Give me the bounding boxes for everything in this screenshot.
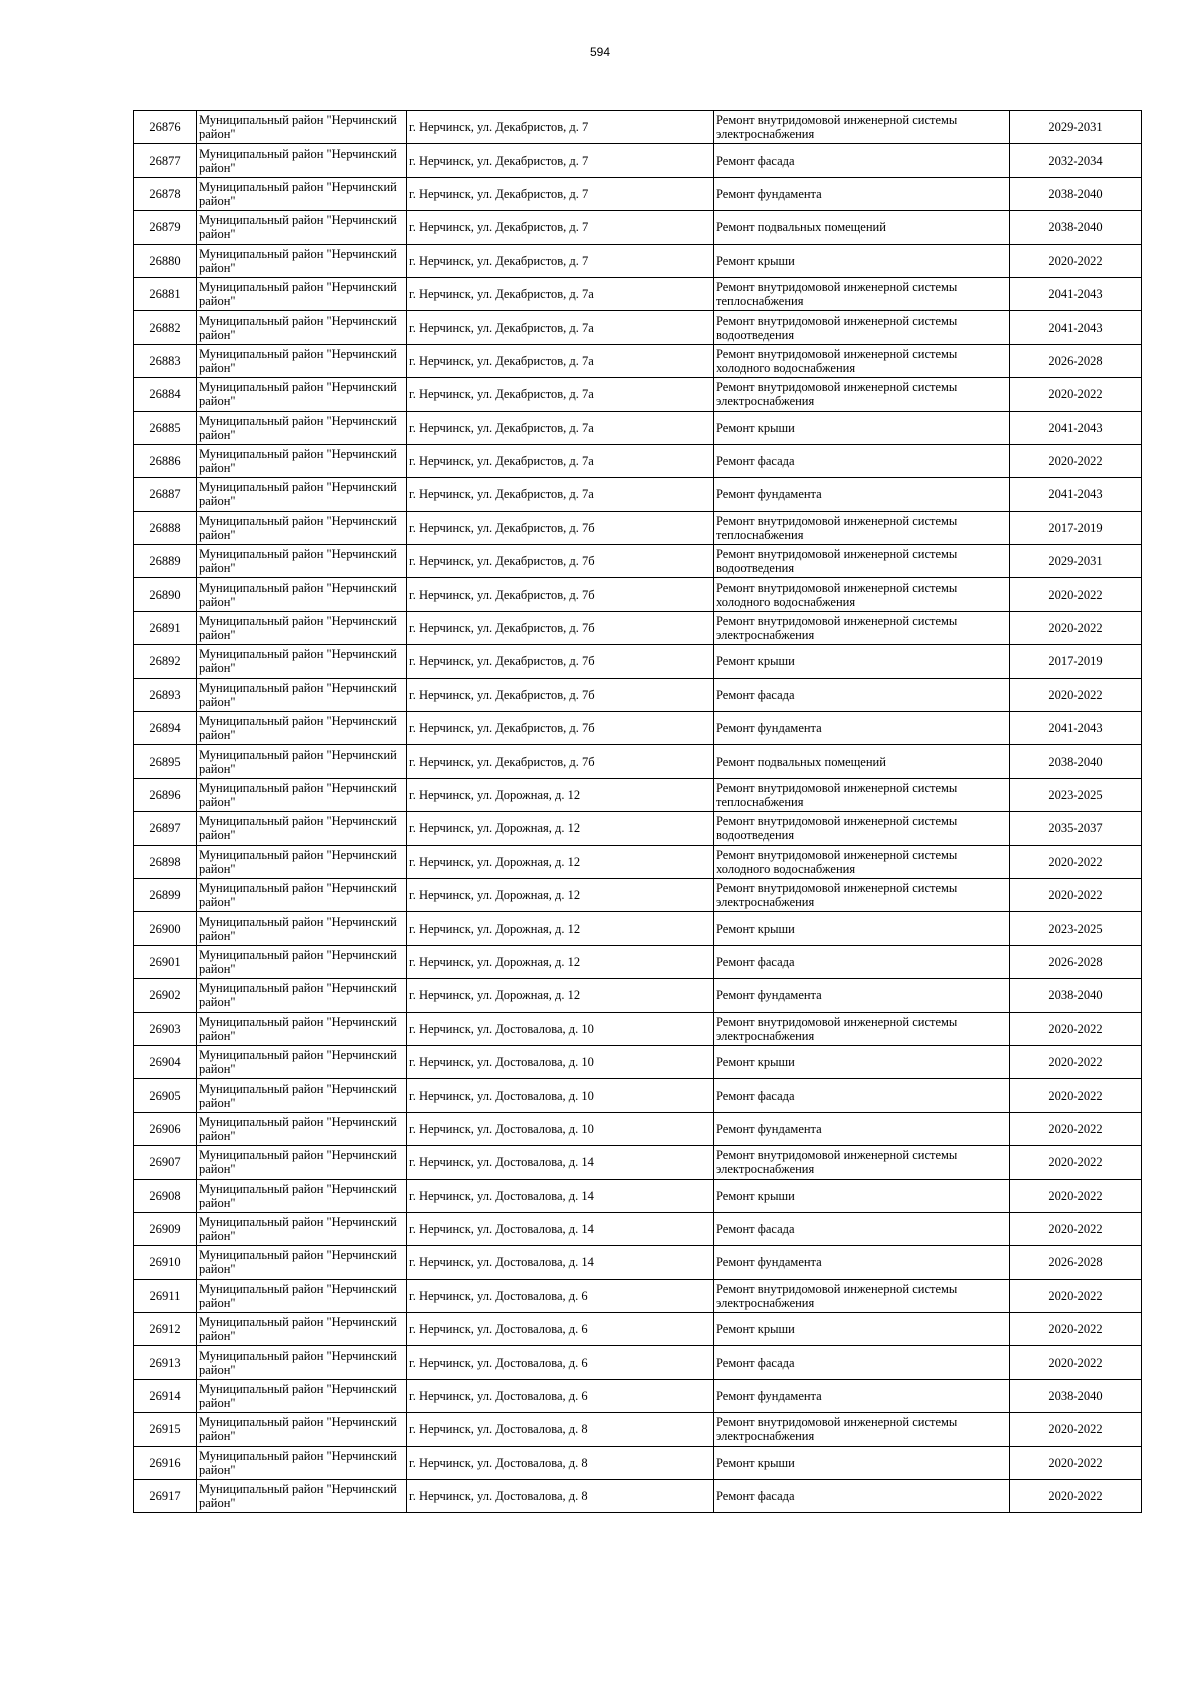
municipality-cell: Муниципальный район "Нерчинский район" xyxy=(197,945,407,978)
municipality-cell: Муниципальный район "Нерчинский район" xyxy=(197,1179,407,1212)
municipality-cell: Муниципальный район "Нерчинский район" xyxy=(197,878,407,911)
address-cell: г. Нерчинск, ул. Декабристов, д. 7а xyxy=(407,311,714,344)
period-cell: 2026-2028 xyxy=(1010,344,1142,377)
table-row xyxy=(134,244,1142,277)
address-cell: г. Нерчинск, ул. Декабристов, д. 7б xyxy=(407,678,714,711)
period-cell: 2020-2022 xyxy=(1010,1045,1142,1078)
address-cell: г. Нерчинск, ул. Декабристов, д. 7а xyxy=(407,444,714,477)
page-number: 594 xyxy=(589,45,611,59)
row-number-cell: 26914 xyxy=(134,1379,197,1412)
period-cell: 2020-2022 xyxy=(1010,878,1142,911)
work-type-cell: Ремонт подвальных помещений xyxy=(714,211,1010,244)
period-cell: 2038-2040 xyxy=(1010,211,1142,244)
period-cell: 2026-2028 xyxy=(1010,945,1142,978)
table-row xyxy=(134,1413,1142,1446)
row-number-cell: 26878 xyxy=(134,177,197,210)
row-number-cell: 26912 xyxy=(134,1313,197,1346)
row-number-cell: 26902 xyxy=(134,979,197,1012)
table-row xyxy=(134,778,1142,811)
municipality-cell: Муниципальный район "Нерчинский район" xyxy=(197,1346,407,1379)
row-number-cell: 26892 xyxy=(134,645,197,678)
table-row xyxy=(134,378,1142,411)
repair-schedule-table xyxy=(133,110,1142,1513)
row-number-cell: 26903 xyxy=(134,1012,197,1045)
row-number-cell: 26896 xyxy=(134,778,197,811)
table-row xyxy=(134,611,1142,644)
address-cell: г. Нерчинск, ул. Достовалова, д. 6 xyxy=(407,1313,714,1346)
address-cell: г. Нерчинск, ул. Достовалова, д. 8 xyxy=(407,1446,714,1479)
table-row xyxy=(134,979,1142,1012)
municipality-cell: Муниципальный район "Нерчинский район" xyxy=(197,745,407,778)
row-number-cell: 26883 xyxy=(134,344,197,377)
municipality-cell: Муниципальный район "Нерчинский район" xyxy=(197,578,407,611)
row-number-cell: 26890 xyxy=(134,578,197,611)
address-cell: г. Нерчинск, ул. Дорожная, д. 12 xyxy=(407,979,714,1012)
municipality-cell: Муниципальный район "Нерчинский район" xyxy=(197,1413,407,1446)
table-row xyxy=(134,1379,1142,1412)
table-row xyxy=(134,578,1142,611)
work-type-cell: Ремонт внутридомовой инженерной системы электроснабжения xyxy=(714,1413,1010,1446)
table-body xyxy=(134,111,1142,1513)
table-row xyxy=(134,1279,1142,1312)
municipality-cell: Муниципальный район "Нерчинский район" xyxy=(197,778,407,811)
work-type-cell: Ремонт внутридомовой инженерной системы водоотведения xyxy=(714,311,1010,344)
period-cell: 2038-2040 xyxy=(1010,745,1142,778)
work-type-cell: Ремонт внутридомовой инженерной системы электроснабжения xyxy=(714,111,1010,144)
municipality-cell: Муниципальный район "Нерчинский район" xyxy=(197,1446,407,1479)
address-cell: г. Нерчинск, ул. Достовалова, д. 14 xyxy=(407,1179,714,1212)
municipality-cell: Муниципальный район "Нерчинский район" xyxy=(197,177,407,210)
row-number-cell: 26885 xyxy=(134,411,197,444)
table-row xyxy=(134,277,1142,310)
work-type-cell: Ремонт фасада xyxy=(714,444,1010,477)
work-type-cell: Ремонт крыши xyxy=(714,1313,1010,1346)
municipality-cell: Муниципальный район "Нерчинский район" xyxy=(197,411,407,444)
municipality-cell: Муниципальный район "Нерчинский район" xyxy=(197,444,407,477)
row-number-cell: 26897 xyxy=(134,812,197,845)
table-row xyxy=(134,1313,1142,1346)
municipality-cell: Муниципальный район "Нерчинский район" xyxy=(197,545,407,578)
municipality-cell: Муниципальный район "Нерчинский район" xyxy=(197,678,407,711)
row-number-cell: 26879 xyxy=(134,211,197,244)
address-cell: г. Нерчинск, ул. Дорожная, д. 12 xyxy=(407,912,714,945)
row-number-cell: 26917 xyxy=(134,1480,197,1513)
row-number-cell: 26916 xyxy=(134,1446,197,1479)
work-type-cell: Ремонт внутридомовой инженерной системы теплоснабжения xyxy=(714,277,1010,310)
period-cell: 2041-2043 xyxy=(1010,311,1142,344)
address-cell: г. Нерчинск, ул. Достовалова, д. 10 xyxy=(407,1012,714,1045)
row-number-cell: 26888 xyxy=(134,511,197,544)
period-cell: 2020-2022 xyxy=(1010,1279,1142,1312)
table-row xyxy=(134,144,1142,177)
table-row xyxy=(134,845,1142,878)
municipality-cell: Муниципальный район "Нерчинский район" xyxy=(197,344,407,377)
table-row xyxy=(134,1446,1142,1479)
table-row xyxy=(134,745,1142,778)
row-number-cell: 26911 xyxy=(134,1279,197,1312)
work-type-cell: Ремонт крыши xyxy=(714,645,1010,678)
period-cell: 2020-2022 xyxy=(1010,1480,1142,1513)
municipality-cell: Муниципальный район "Нерчинский район" xyxy=(197,979,407,1012)
row-number-cell: 26880 xyxy=(134,244,197,277)
address-cell: г. Нерчинск, ул. Достовалова, д. 10 xyxy=(407,1079,714,1112)
work-type-cell: Ремонт внутридомовой инженерной системы теплоснабжения xyxy=(714,511,1010,544)
address-cell: г. Нерчинск, ул. Декабристов, д. 7б xyxy=(407,578,714,611)
table-row xyxy=(134,712,1142,745)
address-cell: г. Нерчинск, ул. Дорожная, д. 12 xyxy=(407,812,714,845)
work-type-cell: Ремонт внутридомовой инженерной системы электроснабжения xyxy=(714,878,1010,911)
work-type-cell: Ремонт крыши xyxy=(714,1446,1010,1479)
table-row xyxy=(134,111,1142,144)
row-number-cell: 26905 xyxy=(134,1079,197,1112)
work-type-cell: Ремонт внутридомовой инженерной системы теплоснабжения xyxy=(714,778,1010,811)
row-number-cell: 26877 xyxy=(134,144,197,177)
municipality-cell: Муниципальный район "Нерчинский район" xyxy=(197,611,407,644)
municipality-cell: Муниципальный район "Нерчинский район" xyxy=(197,812,407,845)
period-cell: 2041-2043 xyxy=(1010,411,1142,444)
work-type-cell: Ремонт крыши xyxy=(714,912,1010,945)
table-row xyxy=(134,1146,1142,1179)
address-cell: г. Нерчинск, ул. Декабристов, д. 7а xyxy=(407,344,714,377)
municipality-cell: Муниципальный район "Нерчинский район" xyxy=(197,1045,407,1078)
work-type-cell: Ремонт подвальных помещений xyxy=(714,745,1010,778)
municipality-cell: Муниципальный район "Нерчинский район" xyxy=(197,144,407,177)
table-row xyxy=(134,1012,1142,1045)
row-number-cell: 26908 xyxy=(134,1179,197,1212)
municipality-cell: Муниципальный район "Нерчинский район" xyxy=(197,1279,407,1312)
period-cell: 2041-2043 xyxy=(1010,712,1142,745)
row-number-cell: 26882 xyxy=(134,311,197,344)
table-row xyxy=(134,945,1142,978)
period-cell: 2020-2022 xyxy=(1010,845,1142,878)
table-row xyxy=(134,511,1142,544)
period-cell: 2038-2040 xyxy=(1010,1379,1142,1412)
period-cell: 2020-2022 xyxy=(1010,1146,1142,1179)
address-cell: г. Нерчинск, ул. Декабристов, д. 7а xyxy=(407,478,714,511)
address-cell: г. Нерчинск, ул. Достовалова, д. 14 xyxy=(407,1246,714,1279)
work-type-cell: Ремонт крыши xyxy=(714,411,1010,444)
municipality-cell: Муниципальный район "Нерчинский район" xyxy=(197,1112,407,1145)
row-number-cell: 26900 xyxy=(134,912,197,945)
table-row xyxy=(134,645,1142,678)
table-row xyxy=(134,812,1142,845)
address-cell: г. Нерчинск, ул. Декабристов, д. 7б xyxy=(407,511,714,544)
period-cell: 2020-2022 xyxy=(1010,444,1142,477)
work-type-cell: Ремонт внутридомовой инженерной системы электроснабжения xyxy=(714,1146,1010,1179)
row-number-cell: 26884 xyxy=(134,378,197,411)
table-row xyxy=(134,1079,1142,1112)
period-cell: 2017-2019 xyxy=(1010,645,1142,678)
work-type-cell: Ремонт фундамента xyxy=(714,177,1010,210)
work-type-cell: Ремонт фасада xyxy=(714,1346,1010,1379)
municipality-cell: Муниципальный район "Нерчинский район" xyxy=(197,1012,407,1045)
work-type-cell: Ремонт внутридомовой инженерной системы холодного водоснабжения xyxy=(714,578,1010,611)
work-type-cell: Ремонт внутридомовой инженерной системы электроснабжения xyxy=(714,611,1010,644)
table-row xyxy=(134,1045,1142,1078)
address-cell: г. Нерчинск, ул. Дорожная, д. 12 xyxy=(407,878,714,911)
period-cell: 2020-2022 xyxy=(1010,1346,1142,1379)
address-cell: г. Нерчинск, ул. Декабристов, д. 7б xyxy=(407,645,714,678)
municipality-cell: Муниципальный район "Нерчинский район" xyxy=(197,111,407,144)
municipality-cell: Муниципальный район "Нерчинский район" xyxy=(197,511,407,544)
address-cell: г. Нерчинск, ул. Декабристов, д. 7 xyxy=(407,211,714,244)
period-cell: 2020-2022 xyxy=(1010,378,1142,411)
municipality-cell: Муниципальный район "Нерчинский район" xyxy=(197,1146,407,1179)
work-type-cell: Ремонт внутридомовой инженерной системы водоотведения xyxy=(714,545,1010,578)
period-cell: 2023-2025 xyxy=(1010,778,1142,811)
municipality-cell: Муниципальный район "Нерчинский район" xyxy=(197,1480,407,1513)
work-type-cell: Ремонт фасада xyxy=(714,1079,1010,1112)
address-cell: г. Нерчинск, ул. Достовалова, д. 10 xyxy=(407,1045,714,1078)
address-cell: г. Нерчинск, ул. Декабристов, д. 7а xyxy=(407,277,714,310)
row-number-cell: 26910 xyxy=(134,1246,197,1279)
address-cell: г. Нерчинск, ул. Декабристов, д. 7 xyxy=(407,177,714,210)
work-type-cell: Ремонт фасада xyxy=(714,1212,1010,1245)
address-cell: г. Нерчинск, ул. Дорожная, д. 12 xyxy=(407,845,714,878)
table-row xyxy=(134,1480,1142,1513)
work-type-cell: Ремонт фундамента xyxy=(714,979,1010,1012)
address-cell: г. Нерчинск, ул. Достовалова, д. 8 xyxy=(407,1480,714,1513)
work-type-cell: Ремонт крыши xyxy=(714,244,1010,277)
work-type-cell: Ремонт фундамента xyxy=(714,1112,1010,1145)
work-type-cell: Ремонт внутридомовой инженерной системы холодного водоснабжения xyxy=(714,344,1010,377)
period-cell: 2020-2022 xyxy=(1010,1179,1142,1212)
table-row xyxy=(134,411,1142,444)
period-cell: 2020-2022 xyxy=(1010,678,1142,711)
row-number-cell: 26895 xyxy=(134,745,197,778)
work-type-cell: Ремонт фасада xyxy=(714,144,1010,177)
row-number-cell: 26876 xyxy=(134,111,197,144)
period-cell: 2029-2031 xyxy=(1010,545,1142,578)
row-number-cell: 26898 xyxy=(134,845,197,878)
period-cell: 2020-2022 xyxy=(1010,611,1142,644)
municipality-cell: Муниципальный район "Нерчинский район" xyxy=(197,478,407,511)
table-row xyxy=(134,1212,1142,1245)
work-type-cell: Ремонт фасада xyxy=(714,1480,1010,1513)
municipality-cell: Муниципальный район "Нерчинский район" xyxy=(197,311,407,344)
work-type-cell: Ремонт внутридомовой инженерной системы электроснабжения xyxy=(714,1012,1010,1045)
municipality-cell: Муниципальный район "Нерчинский район" xyxy=(197,378,407,411)
row-number-cell: 26907 xyxy=(134,1146,197,1179)
municipality-cell: Муниципальный район "Нерчинский район" xyxy=(197,712,407,745)
row-number-cell: 26881 xyxy=(134,277,197,310)
period-cell: 2020-2022 xyxy=(1010,1079,1142,1112)
address-cell: г. Нерчинск, ул. Дорожная, д. 12 xyxy=(407,945,714,978)
table-row xyxy=(134,444,1142,477)
municipality-cell: Муниципальный район "Нерчинский район" xyxy=(197,645,407,678)
work-type-cell: Ремонт фундамента xyxy=(714,1379,1010,1412)
period-cell: 2029-2031 xyxy=(1010,111,1142,144)
table-row xyxy=(134,478,1142,511)
municipality-cell: Муниципальный район "Нерчинский район" xyxy=(197,1212,407,1245)
municipality-cell: Муниципальный район "Нерчинский район" xyxy=(197,211,407,244)
municipality-cell: Муниципальный район "Нерчинский район" xyxy=(197,845,407,878)
work-type-cell: Ремонт фундамента xyxy=(714,478,1010,511)
period-cell: 2041-2043 xyxy=(1010,277,1142,310)
table-row xyxy=(134,912,1142,945)
address-cell: г. Нерчинск, ул. Декабристов, д. 7б xyxy=(407,611,714,644)
address-cell: г. Нерчинск, ул. Декабристов, д. 7б xyxy=(407,712,714,745)
work-type-cell: Ремонт фасада xyxy=(714,678,1010,711)
period-cell: 2020-2022 xyxy=(1010,1313,1142,1346)
row-number-cell: 26887 xyxy=(134,478,197,511)
period-cell: 2020-2022 xyxy=(1010,244,1142,277)
address-cell: г. Нерчинск, ул. Декабристов, д. 7 xyxy=(407,244,714,277)
work-type-cell: Ремонт фундамента xyxy=(714,712,1010,745)
address-cell: г. Нерчинск, ул. Декабристов, д. 7 xyxy=(407,144,714,177)
address-cell: г. Нерчинск, ул. Достовалова, д. 14 xyxy=(407,1212,714,1245)
row-number-cell: 26904 xyxy=(134,1045,197,1078)
municipality-cell: Муниципальный район "Нерчинский район" xyxy=(197,912,407,945)
table-row xyxy=(134,177,1142,210)
table-row xyxy=(134,545,1142,578)
row-number-cell: 26909 xyxy=(134,1212,197,1245)
table-row xyxy=(134,878,1142,911)
address-cell: г. Нерчинск, ул. Достовалова, д. 6 xyxy=(407,1346,714,1379)
work-type-cell: Ремонт фасада xyxy=(714,945,1010,978)
work-type-cell: Ремонт крыши xyxy=(714,1179,1010,1212)
row-number-cell: 26915 xyxy=(134,1413,197,1446)
period-cell: 2020-2022 xyxy=(1010,1413,1142,1446)
row-number-cell: 26913 xyxy=(134,1346,197,1379)
address-cell: г. Нерчинск, ул. Декабристов, д. 7 xyxy=(407,111,714,144)
address-cell: г. Нерчинск, ул. Декабристов, д. 7а xyxy=(407,378,714,411)
work-type-cell: Ремонт внутридомовой инженерной системы электроснабжения xyxy=(714,1279,1010,1312)
period-cell: 2026-2028 xyxy=(1010,1246,1142,1279)
table-row xyxy=(134,678,1142,711)
table-row xyxy=(134,1179,1142,1212)
period-cell: 2017-2019 xyxy=(1010,511,1142,544)
work-type-cell: Ремонт внутридомовой инженерной системы водоотведения xyxy=(714,812,1010,845)
row-number-cell: 26891 xyxy=(134,611,197,644)
period-cell: 2035-2037 xyxy=(1010,812,1142,845)
table-row xyxy=(134,1112,1142,1145)
row-number-cell: 26893 xyxy=(134,678,197,711)
municipality-cell: Муниципальный район "Нерчинский район" xyxy=(197,1079,407,1112)
address-cell: г. Нерчинск, ул. Декабристов, д. 7б xyxy=(407,745,714,778)
period-cell: 2020-2022 xyxy=(1010,1112,1142,1145)
municipality-cell: Муниципальный район "Нерчинский район" xyxy=(197,1246,407,1279)
table-row xyxy=(134,1246,1142,1279)
period-cell: 2020-2022 xyxy=(1010,1012,1142,1045)
table-row xyxy=(134,1346,1142,1379)
work-type-cell: Ремонт внутридомовой инженерной системы электроснабжения xyxy=(714,378,1010,411)
address-cell: г. Нерчинск, ул. Достовалова, д. 14 xyxy=(407,1146,714,1179)
table-row xyxy=(134,211,1142,244)
address-cell: г. Нерчинск, ул. Достовалова, д. 10 xyxy=(407,1112,714,1145)
address-cell: г. Нерчинск, ул. Декабристов, д. 7а xyxy=(407,411,714,444)
address-cell: г. Нерчинск, ул. Достовалова, д. 6 xyxy=(407,1279,714,1312)
address-cell: г. Нерчинск, ул. Дорожная, д. 12 xyxy=(407,778,714,811)
period-cell: 2020-2022 xyxy=(1010,1212,1142,1245)
period-cell: 2020-2022 xyxy=(1010,1446,1142,1479)
row-number-cell: 26889 xyxy=(134,545,197,578)
work-type-cell: Ремонт фундамента xyxy=(714,1246,1010,1279)
municipality-cell: Муниципальный район "Нерчинский район" xyxy=(197,1379,407,1412)
period-cell: 2041-2043 xyxy=(1010,478,1142,511)
address-cell: г. Нерчинск, ул. Декабристов, д. 7б xyxy=(407,545,714,578)
address-cell: г. Нерчинск, ул. Достовалова, д. 6 xyxy=(407,1379,714,1412)
row-number-cell: 26906 xyxy=(134,1112,197,1145)
period-cell: 2020-2022 xyxy=(1010,578,1142,611)
work-type-cell: Ремонт крыши xyxy=(714,1045,1010,1078)
table-row xyxy=(134,311,1142,344)
address-cell: г. Нерчинск, ул. Достовалова, д. 8 xyxy=(407,1413,714,1446)
municipality-cell: Муниципальный район "Нерчинский район" xyxy=(197,1313,407,1346)
municipality-cell: Муниципальный район "Нерчинский район" xyxy=(197,244,407,277)
work-type-cell: Ремонт внутридомовой инженерной системы холодного водоснабжения xyxy=(714,845,1010,878)
period-cell: 2038-2040 xyxy=(1010,177,1142,210)
row-number-cell: 26894 xyxy=(134,712,197,745)
row-number-cell: 26901 xyxy=(134,945,197,978)
row-number-cell: 26886 xyxy=(134,444,197,477)
period-cell: 2038-2040 xyxy=(1010,979,1142,1012)
period-cell: 2032-2034 xyxy=(1010,144,1142,177)
table-row xyxy=(134,344,1142,377)
municipality-cell: Муниципальный район "Нерчинский район" xyxy=(197,277,407,310)
row-number-cell: 26899 xyxy=(134,878,197,911)
period-cell: 2023-2025 xyxy=(1010,912,1142,945)
